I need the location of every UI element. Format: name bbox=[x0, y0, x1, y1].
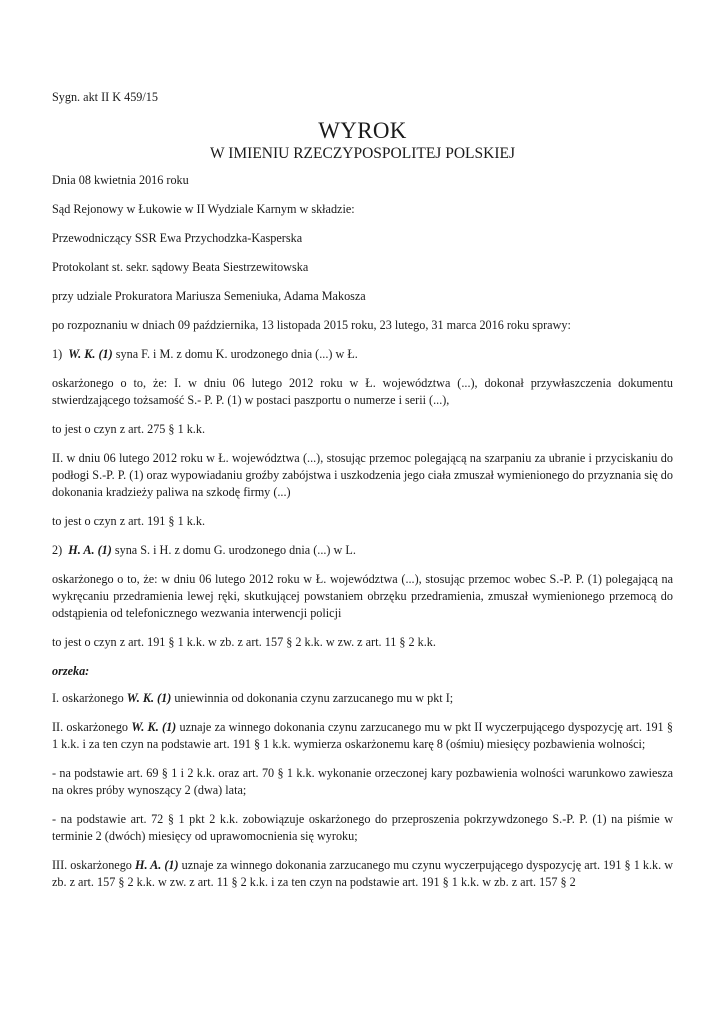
verdict-iii-text: uznaje za winnego dokonania zarzucanego mu czynu wyczerpującego dyspozycję art. 191 § 1 k.k. w zb. z art. 157 § 2 k.k. w zw. z art. 11 § 2 k.k. i za ten czyn na podstawie art. 191 § 1 k.k. w zb. z art. 157 § 2 bbox=[52, 858, 674, 889]
court-clerk: Protokolant st. sekr. sądowy Beata Siestrzewitowska bbox=[52, 260, 309, 274]
defendant-2-line bbox=[52, 542, 673, 559]
hearing-dates: po rozpoznaniu w dniach 09 października, 13 listopada 2015 roku, 23 lutego, 31 marca 2016 roku sprawy: bbox=[52, 318, 571, 332]
verdict-ii-suspension: - na podstawie art. 69 § 1 i 2 k.k. oraz art. 70 § 1 k.k. wykonanie orzeczonej kary pozbawienia wolności warunkowo zawiesza na okres próby wynoszący 2 (dwa) lata; bbox=[52, 766, 673, 797]
verdict-iii-name: H. A. (1) bbox=[134, 858, 179, 872]
verdict-i-text: uniewinnia od dokonania czynu zarzucanego mu w pkt I; bbox=[174, 691, 454, 705]
verdict-point-ii bbox=[52, 719, 673, 753]
verdict-date: Dnia 08 kwietnia 2016 roku bbox=[52, 173, 189, 187]
verdict-i-name: W. K. (1) bbox=[126, 691, 172, 705]
defendant-1-name: W. K. (1) bbox=[68, 347, 113, 361]
verdict-point-iii bbox=[52, 857, 673, 891]
defendant-1-article-2: to jest o czyn z art. 191 § 1 k.k. bbox=[52, 514, 205, 528]
defendant-2-name: H. A. (1) bbox=[68, 543, 112, 557]
defendant-2-article: to jest o czyn z art. 191 § 1 k.k. w zb. z art. 157 § 2 k.k. w zw. z art. 11 § 2 k.k. bbox=[52, 635, 436, 649]
document-subtitle: W IMIENIU RZECZYPOSPOLITEJ POLSKIEJ bbox=[210, 145, 515, 162]
defendant-1-line bbox=[52, 346, 673, 363]
defendant-1-details: syna F. i M. z domu K. urodzonego dnia (...) w Ł. bbox=[115, 347, 358, 361]
defendant-1-article-1: to jest o czyn z art. 275 § 1 k.k. bbox=[52, 422, 205, 436]
court-composition: Sąd Rejonowy w Łukowie w II Wydziale Karnym w składzie: bbox=[52, 202, 355, 216]
verdict-iii-prefix: III. oskarżonego bbox=[52, 858, 132, 872]
verdict-ii-text: uznaje za winnego dokonania czynu zarzucanego mu w pkt II wyczerpującego dyspozycję art. 191 § 1 k.k. i za ten czyn na podstawie art. 191 § 1 k.k. wymierza oskarżonemu karę 8 (ośmiu) miesięcy pozbawienia wolności; bbox=[52, 720, 674, 751]
prosecutor: przy udziale Prokuratora Mariusza Semeniuka, Adama Makosza bbox=[52, 289, 366, 303]
defendant-1-charge-2: II. w dniu 06 lutego 2012 roku w Ł. województwa (...), stosując przemoc polegającą na szarpaniu za ubranie i przyciskaniu do podłogi S.-P. P. (1) oraz wypowiadaniu groźby zabójstwa i uszkodzenia jego ciała zmuszał wymienionego do przyznania się do dokonania kradzieży paliwa na szkodę firmy (...) bbox=[52, 451, 673, 499]
verdict-point-i bbox=[52, 690, 673, 707]
defendant-2-details: syna S. i H. z domu G. urodzonego dnia (...) w L. bbox=[114, 543, 356, 557]
verdict-ii-prefix: II. oskarżonego bbox=[52, 720, 129, 734]
presiding-judge: Przewodniczący SSR Ewa Przychodzka-Kasperska bbox=[52, 231, 303, 245]
defendant-2-number: 2) bbox=[52, 543, 63, 557]
case-signature: Sygn. akt II K 459/15 bbox=[52, 90, 158, 104]
document-title: WYROK bbox=[318, 118, 407, 143]
verdict-ii-obligation: - na podstawie art. 72 § 1 pkt 2 k.k. zobowiązuje oskarżonego do przeproszenia pokrzywdzonego S.-P. P. (1) na piśmie w terminie 2 (dwóch) miesięcy od uprawomocnienia się wyroku; bbox=[52, 812, 673, 843]
verdict-ii-name: W. K. (1) bbox=[131, 720, 177, 734]
defendant-1-number: 1) bbox=[52, 347, 63, 361]
defendant-1-charge-1: oskarżonego o to, że: I. w dniu 06 lutego 2012 roku w Ł. województwa (...), dokonał przywłaszczenia dokumentu stwierdzającego tożsamość S.- P. P. (1) w postaci paszportu o numerze i serii (...), bbox=[52, 376, 673, 407]
defendant-2-charge: oskarżonego o to, że: w dniu 06 lutego 2012 roku w Ł. województwa (...), stosując przemoc wobec S.-P. P. (1) polegającą na wykręcaniu przedramienia lewej ręki, skutkującej powstaniem obrzęku przedramienia, zmuszał wymienionego przemocą do odstąpienia od telefonicznego wezwania interwencji policji bbox=[52, 572, 673, 620]
verdict-heading: orzeka: bbox=[52, 664, 90, 678]
verdict-i-prefix: I. oskarżonego bbox=[52, 691, 124, 705]
